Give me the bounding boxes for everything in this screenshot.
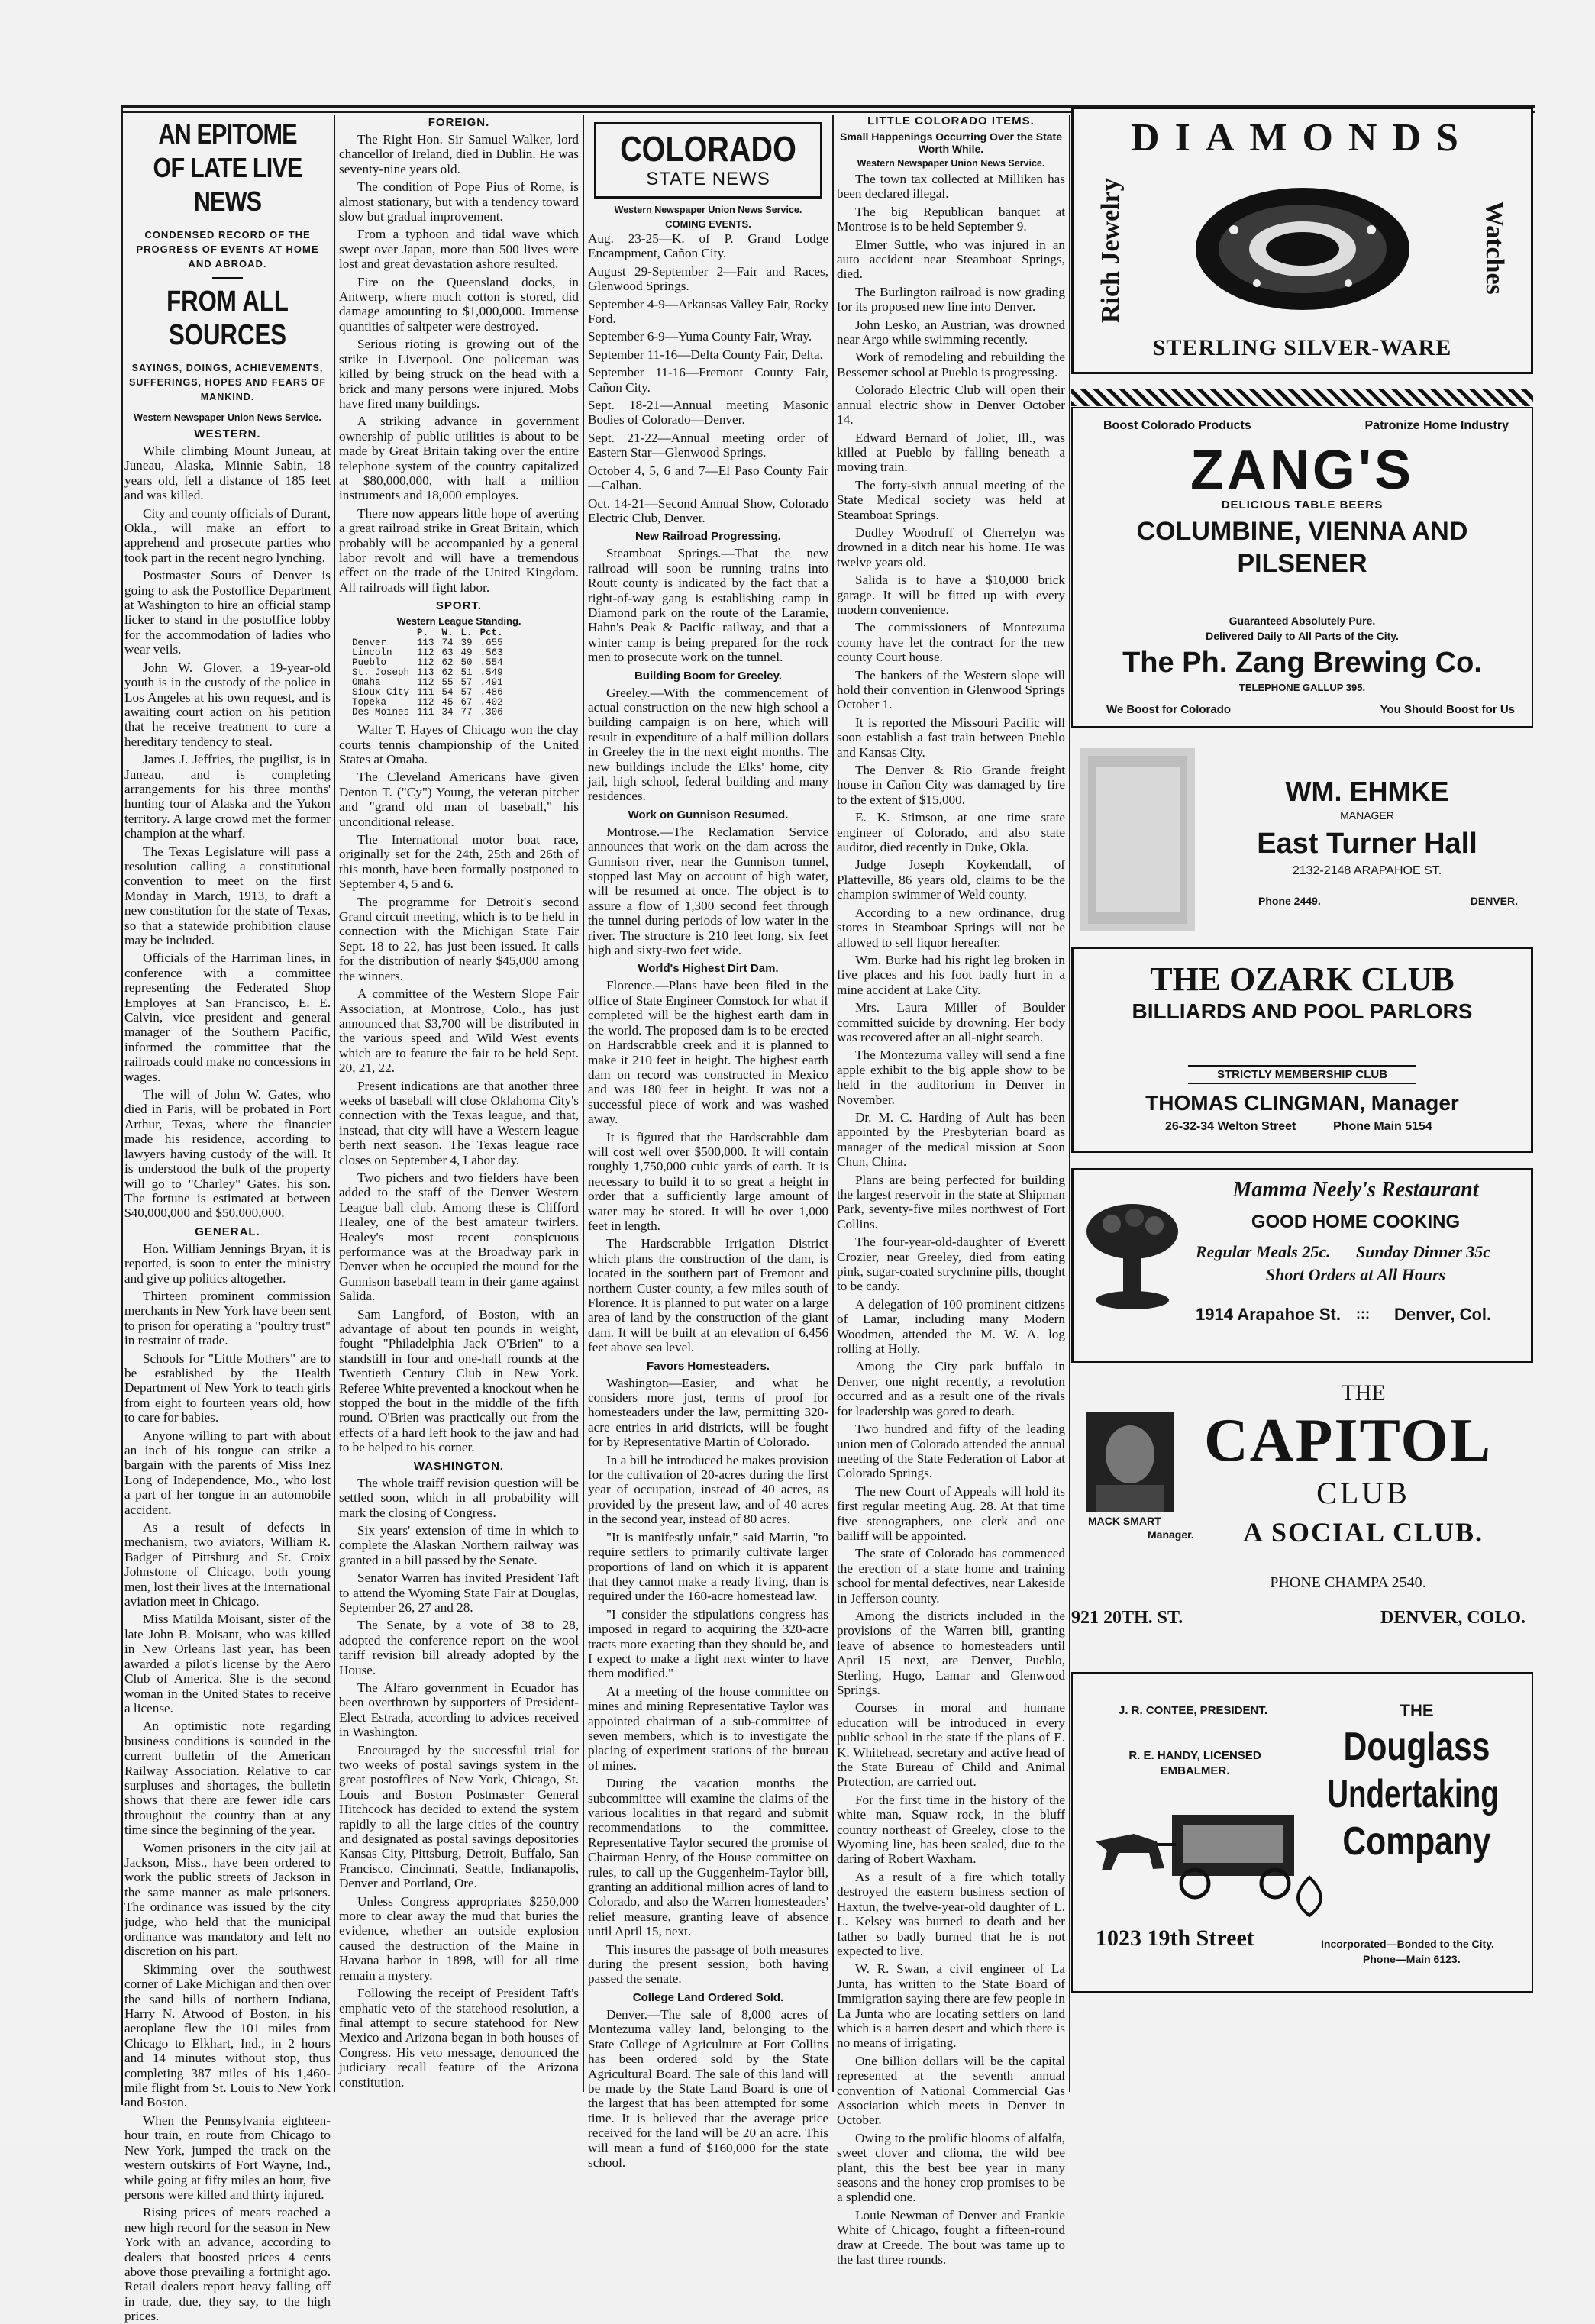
table-cell: 111 bbox=[417, 707, 434, 718]
paragraph: A delegation of 100 prominent citizens of Lamar, including many Modern Woodmen, attended the M. W. A. log rolling at Holly. bbox=[837, 1296, 1065, 1357]
column-rule bbox=[832, 115, 834, 2092]
table-cell: 62 bbox=[441, 657, 454, 669]
table-header-cell: L. bbox=[460, 628, 473, 639]
paragraph: At a meeting of the house committee on mines and mining Representative Taylor was appointed chairman of a sub-committee of seven members, which is to investigate the placing of experiment stations of the bureau of mines. bbox=[588, 1683, 828, 1773]
dam-paragraphs bbox=[588, 978, 828, 1354]
paragraph: One billion dollars will be the capital represented at the seventh annual convention of National Commercial Gas Association which meets in Denver in October. bbox=[837, 2053, 1065, 2128]
table-cell: .491 bbox=[479, 677, 503, 689]
general-paragraphs bbox=[124, 1241, 331, 2324]
capitol-club-ad bbox=[1071, 1374, 1533, 1634]
paragraph: Anyone willing to part with about an inch of his tongue can strike a bargain with the parents of Miss Inez Long of Independence, Mo., who lost a part of her tongue in an automobile accident. bbox=[124, 1428, 331, 1517]
table-cell: 112 bbox=[417, 647, 434, 659]
capitol-name: CAPITOL bbox=[1203, 1407, 1493, 1474]
paragraph: The International motor boat race, originally set for the 24th, 25th and 26th of this month, have been formally postponed to September 4, 5 and 6. bbox=[339, 832, 579, 892]
paragraph: Among the City park buffalo in Denver, one night recently, a revolution occurred and as a result one of the rivals for leadership was gored to death. bbox=[837, 1359, 1065, 1419]
table-cell: Denver bbox=[352, 637, 387, 649]
divider bbox=[212, 277, 243, 279]
paragraph: Courses in moral and humane education will be introduced in every public school in the state if the plans of E. K. Whitehead, secretary and active head of the State Bureau of Child and Animal Protection, are carried out. bbox=[837, 1700, 1065, 1790]
paragraph: The Denver & Rio Grande freight house in Cañon City was damaged by fire to the extent of $15,000. bbox=[837, 763, 1065, 807]
headline-from-all-sources: FROM ALL SOURCES bbox=[166, 286, 289, 351]
diamonds-ad bbox=[1071, 107, 1533, 374]
paragraph: Louie Newman of Denver and Frankie White of Chicago, fought a fifteen-round draw at Creede. The bout was tame up to the last three rounds. bbox=[837, 2207, 1065, 2268]
table-cell: 77 bbox=[460, 707, 473, 718]
paragraph: City and county officials of Durant, Okla., will make an effort to apprehend and prosecute parties who took part in the recent negro lynching. bbox=[124, 505, 331, 565]
ehmke-name: WM. EHMKE bbox=[1285, 776, 1449, 807]
column-1 bbox=[124, 115, 331, 2324]
colorado-state-news-box bbox=[594, 122, 822, 199]
paragraph: The Alfaro government in Ecuador has been overthrown by supporters of President-Elect Estrada, according to advices received in Washington. bbox=[339, 1680, 579, 1740]
section-sport: SPORT. bbox=[435, 599, 483, 613]
paragraph: Elmer Suttle, who was injured in an auto accident near Steamboat Springs, died. bbox=[837, 237, 1065, 282]
paragraph: Encouraged by the successful trial for two weeks of postal savings system in the great postoffices of New York, Chicago, St. Louis and Boston Postmaster General Hitchcock has decided to extend the system rapidly to all the large cities of the country and designated as postal savings depositories Kansas City, Pittsburg, Detroit, Buffalo, San Francisco, Cincinnati, Seattle, Indianapolis, Denver and Portland, Ore. bbox=[339, 1742, 579, 1891]
colorado-title: COLORADO bbox=[620, 129, 796, 169]
paragraph: Montrose.—The Reclamation Service announces that work on the dam across the Gunnison river, near the Gunnison tunnel, stopped last May on account of high water, will be resumed at once. The object is to assure a flow of 1,300 second feet through the tunnel during periods of low water in the river. The structure is 210 feet long, six feet high and sixty-two feet wide. bbox=[588, 824, 828, 958]
paragraph: September 11-16—Fremont County Fair, Cañon City. bbox=[588, 365, 828, 395]
ozark-club-name: THE OZARK CLUB bbox=[1150, 960, 1455, 998]
neely-city: Denver, Col. bbox=[1394, 1305, 1492, 1324]
little-colorado-head: LITTLE COLORADO ITEMS. bbox=[867, 115, 1035, 127]
hearse-illustration bbox=[1088, 1788, 1309, 1903]
table-cell: .549 bbox=[479, 667, 503, 679]
news-credit: Western Newspaper Union News Service. bbox=[134, 412, 321, 423]
state-news-title: STATE NEWS bbox=[646, 169, 770, 189]
zang-brewing-company: The Ph. Zang Brewing Co. bbox=[1122, 647, 1482, 679]
billiards-pool: BILLIARDS AND POOL PARLORS bbox=[1132, 999, 1473, 1023]
paragraph: The state of Colorado has commenced the erection of a state home and training school for mental defectives, near Lakeside in Jefferson county. bbox=[837, 1546, 1065, 1606]
paragraph: The forty-sixth annual meeting of the State Medical society was held at Steamboat Springs. bbox=[837, 477, 1065, 522]
ornament-icon bbox=[1287, 1874, 1332, 1919]
table-header-cell: P. bbox=[417, 628, 429, 639]
table-cell: 111 bbox=[417, 687, 434, 699]
boost-colorado-products: Boost Colorado Products bbox=[1103, 419, 1251, 432]
washington-paragraphs bbox=[339, 1476, 579, 2090]
neelys-restaurant-ad bbox=[1071, 1168, 1533, 1363]
gunnison-paragraphs bbox=[588, 825, 828, 958]
paragraph: Dudley Woodruff of Cherrelyn was drowned in a ditch near his home. He was twelve years old. bbox=[837, 525, 1065, 570]
western-league-standing-table bbox=[348, 628, 507, 718]
little-colorado-deck: Small Happenings Occurring Over the State Worth While. bbox=[840, 131, 1062, 155]
douglass-undertaking-ad bbox=[1071, 1672, 1533, 1993]
paragraph: Oct. 14-21—Second Annual Show, Colorado Electric Club, Denver. bbox=[588, 495, 828, 525]
western-paragraphs bbox=[124, 444, 331, 1221]
hall-phone: Phone 2449. bbox=[1258, 895, 1321, 907]
paragraph: A committee of the Western Slope Fair Association, at Montrose, Colo., has just announced that $3,700 will be distributed in the various speed and Wild West events which are to feature the fair to be held Sept. 20, 21, 22. bbox=[339, 986, 579, 1076]
douglass-the: THE bbox=[1400, 1701, 1434, 1720]
paragraph: Officials of the Harriman lines, in conference with a committee representing the Federated Shop Employes at San Francisco, E. E. Calvin, vice president and general manager of the Southern Pacific, informed the committee that the railroads could make no concessions in wages. bbox=[124, 951, 331, 1084]
paragraph: A striking advance in government ownership of public utilities is about to be made by Great Britain taking over the entire telephone system of the country capitalized at $80,000,000, with half a million instruments and 18,000 employes. bbox=[339, 414, 579, 503]
table-cell: 57 bbox=[460, 687, 473, 699]
paragraph: Steamboat Springs.—That the new railroad will soon be running trains into Routt county is indicated by the fact that a right-of-way gang is establishing camp in Diamond park on the route of the Laramie, Hahn's Peak & Pacific railway, and that a winter camp is being prepared for the rock men to prosecute work on the tunnel. bbox=[588, 546, 828, 665]
paragraph: Mrs. Laura Miller of Boulder committed suicide by drowning. Her body was recovered after an all-night search. bbox=[837, 1000, 1065, 1044]
undertaking-name: Undertaking bbox=[1327, 1772, 1499, 1816]
paragraph: Serious rioting is growing out of the strike in Liverpool. One policeman was killed by being struck on the head with a brick and many persons were injured. Mobs have fired many buildings. bbox=[339, 337, 579, 411]
table-cell: Pueblo bbox=[352, 657, 387, 669]
east-turner-hall: East Turner Hall bbox=[1257, 828, 1477, 860]
neelys-name: Mamma Neely's Restaurant bbox=[1232, 1178, 1479, 1202]
table-cell: 112 bbox=[417, 657, 434, 669]
paragraph: The condition of Pope Pius of Rome, is almost stationary, but with a tendency toward slow but gradual improvement. bbox=[339, 179, 579, 224]
table-cell: Lincoln bbox=[352, 647, 392, 659]
paragraph: Hon. William Jennings Bryan, it is reported, is soon to enter the ministry and give up politics altogether. bbox=[124, 1241, 331, 1286]
paragraph: The commissioners of Montezuma county have let the contract for the new county Court house. bbox=[837, 620, 1065, 665]
paragraph: Two pichers and two fielders have been added to the staff of the Denver Western League ball club. Among these is Clifford Healey, one of the best amateur twirlers. Healey's most recent conspicuous performance was at the Broadway park in Denver when he occupied the mound for the Gunnison baseball team in their game against Salida. bbox=[339, 1170, 579, 1304]
neely-address: 1914 Arapahoe St. bbox=[1196, 1305, 1341, 1324]
paragraph: It is figured that the Hardscrabble dam will cost well over $500,000. It will contain roughly 1,750,000 cubic yards of earth. It is necessary to build it to so great a height in order that a sufficiently large amount of water may be stored. It will be over 1,000 feet in length. bbox=[588, 1129, 828, 1233]
table-cell: 67 bbox=[460, 697, 473, 708]
table-cell: 49 bbox=[460, 647, 473, 659]
paragraph: Miss Matilda Moisant, sister of the late John B. Moisant, who was killed in New Orleans last year, has been awarded a pilot's license by the Aero Club of America. She is the second woman in the United States to receive a license. bbox=[124, 1612, 331, 1716]
sport-paragraphs bbox=[339, 722, 579, 1455]
paragraph: The Cleveland Americans have given Denton T. ("Cy") Young, the veteran pitcher and "grand old man of baseball," his unconditional release. bbox=[339, 770, 579, 829]
ehmke-ad bbox=[1071, 733, 1533, 939]
table-cell: .563 bbox=[479, 647, 503, 659]
regular-meals: Regular Meals 25c. bbox=[1196, 1242, 1331, 1261]
table-cell: Topeka bbox=[352, 697, 387, 708]
capitol-the: THE bbox=[1341, 1380, 1386, 1406]
paragraph: Schools for "Little Mothers" are to be established by the Health Department of New York to teach girls from eight to fourteen years old, how to care for babies. bbox=[124, 1351, 331, 1425]
diamonds-title: DIAMONDS bbox=[1131, 116, 1474, 160]
paragraph: Among the districts included in the provisions of the Warren bill, granting leave of absence to homesteaders until April 15 next, are Denver, Pueblo, Sterling, Hugo, Lamar and Glenwood Springs. bbox=[837, 1608, 1065, 1697]
paragraph: As a result of defects in mechanism, two aviators, William R. Badger of Pittsburg and St. Croix Johnstone of Chicago, both young men, lost their lives at the International aviation meet in Chicago. bbox=[124, 1520, 331, 1609]
paragraph: There now appears little hope of averting a great railroad strike in Great Britain, which probably will be accompanied by a general labor revolt and will have a tremendous effect on the trade of the United Kingdom. All railroads will fight labor. bbox=[339, 505, 579, 595]
section-washington: WASHINGTON. bbox=[413, 1459, 505, 1473]
paragraph: The Senate, by a vote of 38 to 28, adopted the conference report on the wool tariff revision bill already adopted by the House. bbox=[339, 1618, 579, 1677]
column-rule bbox=[583, 115, 584, 2092]
paragraph: Sam Langford, of Boston, with an advantage of about ten pounds in weight, fought "Philadelphia Jack O'Brien" to a standstill in four and one-half rounds at the Twentieth Century Club in New York. Referee White prevented a knockout when he stopped the bout in the middle of the fifth round. O'Brien was practically out from the effects of a hard left hook to the jaw and had to be helped to his corner. bbox=[339, 1306, 579, 1455]
paragraph: Present indications are that another three weeks of baseball will close Oklahoma City's connection with the Texas league, and that, instead, that city will have a Western league berth next season. The Texas league race closes on September 4, Labor day. bbox=[339, 1078, 579, 1167]
paragraph: Fire on the Queensland docks, in Antwerp, where much cotton is stored, did damage amounting to $1,000,000. Immense quantities of saltpeter were destroyed. bbox=[339, 274, 579, 334]
a-social-club: A SOCIAL CLUB. bbox=[1242, 1517, 1484, 1548]
paragraph: During the vacation months the subcommittee will examine the claims of the various localities in that regard and submit recommendations to the committee. Representative Taylor secured the promise of Chairman Henry, of the House committee on rules, to call up the Guggenheim-Taylor bill, granting an additional million acres of land to Colorado, and also the Warren homesteaders' relief measure, granting leave of absence until April 15, next. bbox=[588, 1776, 828, 1939]
paragraph: Thirteen prominent commission merchants in New York have been sent to prison for operating a "poultry trust" in restraint of trade. bbox=[124, 1288, 331, 1348]
incorporated-bonded: Incorporated—Bonded to the City. bbox=[1321, 1938, 1494, 1950]
manager-label: Manager. bbox=[1148, 1528, 1194, 1541]
beer-varieties: COLUMBINE, VIENNA AND PILSENER bbox=[1136, 517, 1468, 578]
table-cell: .486 bbox=[479, 687, 503, 699]
zangs-ad bbox=[1071, 407, 1533, 728]
gunnison-head: Work on Gunnison Resumed. bbox=[628, 808, 789, 821]
table-cell: 74 bbox=[441, 637, 454, 649]
paragraph: Greeley.—With the commencement of actual construction on the new high school a building campaign is on here, which will result in expenditure of a half million dollars in Greeley the in the next eight months. The new buildings include the Elks' home, city jail, high school, federal building and many residences. bbox=[588, 685, 828, 804]
paragraph: John Lesko, an Austrian, was drowned near Argo while swimming recently. bbox=[837, 317, 1065, 347]
table-header-cell: Pct. bbox=[479, 628, 503, 639]
telephone-gallup: TELEPHONE GALLUP 395. bbox=[1238, 682, 1366, 693]
table-cell: 54 bbox=[441, 687, 454, 699]
hall-city: DENVER. bbox=[1470, 895, 1518, 907]
paragraph: While climbing Mount Juneau, at Juneau, Alaska, Minnie Sabin, 18 years old, fell a distance of 185 feet and was killed. bbox=[124, 444, 331, 503]
short-orders: Short Orders at All Hours bbox=[1265, 1265, 1446, 1284]
paragraph: The big Republican banquet at Montrose is to be held September 9. bbox=[837, 204, 1065, 234]
strictly-membership: STRICTLY MEMBERSHIP CLUB bbox=[1188, 1065, 1416, 1084]
paragraph: Walter T. Hayes of Chicago won the clay courts tennis championship of the United States at Omaha. bbox=[339, 722, 579, 767]
dam-head: World's Highest Dirt Dam. bbox=[638, 962, 779, 976]
table-cell: 113 bbox=[417, 667, 434, 679]
paragraph: Owing to the prolific blooms of alfalfa, sweet clover and clioma, the wild bee plant, this the best bee year in many seasons and the honey crop promises to be a splendid one. bbox=[837, 2130, 1065, 2205]
douglass-address: 1023 19th Street bbox=[1096, 1925, 1254, 1951]
homesteaders-paragraphs bbox=[588, 1376, 828, 1987]
paragraph: The Hardscrabble Irrigation District which plans the construction of the dam, is located in the southern part of Fremont and northern Custer county, a few miles south of Florence. It is planned to put water on a large area of land by the construction of the giant dam. It will be built at an elevation of 6,456 feet above sea level. bbox=[588, 1236, 828, 1355]
paragraph: It is reported the Missouri Pacific will soon establish a fast train between Pueblo and Kansas City. bbox=[837, 715, 1065, 760]
paragraph: August 29-September 2—Fair and Races, Glenwood Springs. bbox=[588, 263, 828, 294]
paragraph: James J. Jeffries, the pugilist, is in Juneau, and is completing arrangements for his three months' hunting tour of Alaska and the Yukon territory. A large crowd met the former champion at the wharf. bbox=[124, 752, 331, 841]
paragraph: John W. Glover, a 19-year-old youth is in the custody of the police in Los Angeles at his own request, and is awaiting court action on his petition that he receive treatment to cure a hereditary tendency to steal. bbox=[124, 660, 331, 749]
ozark-phone: Phone Main 5154 bbox=[1333, 1120, 1432, 1133]
paragraph: The Burlington railroad is now grading for its proposed new line into Denver. bbox=[837, 284, 1065, 315]
table-cell: Des Moines bbox=[352, 707, 410, 718]
news-credit: Western Newspaper Union News Service. bbox=[614, 205, 802, 215]
rich-jewelry-label: Rich Jewelry bbox=[1096, 178, 1125, 323]
table-cell: 45 bbox=[441, 697, 454, 708]
table-cell: 62 bbox=[441, 667, 454, 679]
column-2 bbox=[339, 115, 579, 2115]
column-4 bbox=[837, 115, 1065, 2268]
paragraph: Judge Joseph Koykendall, of Platteville, 86 years old, claims to be the champion swimmer of Weld county. bbox=[837, 857, 1065, 902]
paragraph: From a typhoon and tidal wave which swept over Japan, more than 500 lives were lost and great devastation ashore resulted. bbox=[339, 227, 579, 272]
table-cell: 113 bbox=[417, 637, 434, 649]
capitol-club-word: CLUB bbox=[1316, 1476, 1410, 1510]
table-cell: 57 bbox=[460, 677, 473, 689]
college-paragraphs bbox=[588, 2007, 828, 2170]
table-cell: 55 bbox=[441, 677, 454, 689]
you-should-boost: You Should Boost for Us bbox=[1380, 703, 1515, 716]
paragraph: Following the receipt of President Taft's emphatic veto of the statehood resolution, a final attempt to secure statehood for New Mexico and Arizona began in both houses of Congress. His veto message, denounced the judiciary recall feature of the Arizona constitution. bbox=[339, 1986, 579, 2090]
paragraph: In a bill he introduced he makes provision for the cultivation of 20-acres during the first year of occupation, instead of 40 acres, as provided by the present law, and of 40 acres in the second year, instead of 80 acres. bbox=[588, 1452, 828, 1527]
table-row bbox=[348, 708, 507, 718]
paragraph: The new Court of Appeals will hold its first regular meeting Aug. 28. At that time five stenographers, one clerk and one bailiff will be appointed. bbox=[837, 1483, 1065, 1543]
handy-embalmer: R. E. HANDY, LICENSED EMBALMER. bbox=[1128, 1749, 1261, 1777]
paragraph: Dr. M. C. Harding of Ault has been appointed by the Presbyterian board as manager of the medical mission at Soon Chun, China. bbox=[837, 1109, 1065, 1170]
paragraph: The town tax collected at Milliken has been declared illegal. bbox=[837, 172, 1065, 202]
paragraph: When the Pennsylvania eighteen-hour train, en route from Chicago to New York, jumped the track on the western outskirts of Fort Wayne, Ind., while going at fifty miles an hour, five persons were killed and thirty injured. bbox=[124, 2113, 331, 2202]
table-cell: St. Joseph bbox=[352, 667, 410, 679]
table-cell: 112 bbox=[417, 677, 434, 689]
paragraph: Aug. 23-25—K. of P. Grand Lodge Encampment, Cañon City. bbox=[588, 231, 828, 261]
paragraph: Plans are being perfected for building the largest reservoir in the state at Shipman Park, seventy-five miles northwest of Fort Collins. bbox=[837, 1172, 1065, 1231]
paragraph: Six years' extension of time in which to complete the Alaskan Northern railway was granted in a bill passed by the Senate. bbox=[339, 1522, 579, 1567]
hall-address: 2132-2148 ARAPAHOE ST. bbox=[1292, 864, 1442, 877]
table-cell: .655 bbox=[479, 637, 503, 649]
douglass-name: Douglass bbox=[1343, 1725, 1490, 1769]
homesteaders-head: Favors Homesteaders. bbox=[647, 1359, 770, 1373]
capitol-phone: PHONE CHAMPA 2540. bbox=[1270, 1574, 1426, 1591]
paragraph: Unless Congress appropriates $250,000 more to clear away the mud that buries the evidence, whether an outside explosion caused the destruction of the Maine in Havana harbor in 1898, will for all time remain a mystery. bbox=[339, 1893, 579, 1983]
column-rule bbox=[1069, 115, 1070, 2092]
paragraph: The Texas Legislature will pass a resolution calling a constitutional convention to meet on the first Monday in March, 1913, to draft a new constitution for the state of Texas, so that a statewide prohibition clause may be included. bbox=[124, 844, 331, 947]
paragraph: October 4, 5, 6 and 7—El Paso County Fair—Calhan. bbox=[588, 463, 828, 493]
railroad-paragraphs bbox=[588, 546, 828, 664]
coming-events-list bbox=[588, 231, 828, 525]
table-cell: 34 bbox=[441, 707, 454, 718]
railroad-head: New Railroad Progressing. bbox=[635, 530, 781, 544]
paragraph: Colorado Electric Club will open their annual electric show in Denver October 14. bbox=[837, 382, 1065, 428]
paragraph: The programme for Detroit's second Grand circuit meeting, which is to be held in connection with the Michigan State Fair Sept. 18 to 22, has just been issued. It calls for the distribution of nearly $45,000 among the winners. bbox=[339, 894, 579, 983]
ozark-manager: THOMAS CLINGMAN, Manager bbox=[1145, 1091, 1459, 1115]
left-rule bbox=[121, 105, 123, 2105]
paragraph: Senator Warren has invited President Taft to attend the Wyoming State Fair at Douglas, September 26, 27 and 28. bbox=[339, 1570, 579, 1615]
paragraph: E. K. Stimson, at one time state engineer of Colorado, and also state auditor, died recently in Duke, Okla. bbox=[837, 810, 1065, 855]
column-rule bbox=[334, 115, 335, 2092]
foreign-paragraphs bbox=[339, 132, 579, 595]
table-cell: .306 bbox=[479, 707, 503, 718]
mack-smart: MACK SMART bbox=[1088, 1515, 1161, 1527]
ozark-club-ad bbox=[1071, 947, 1533, 1153]
watches-label: Watches bbox=[1480, 201, 1509, 295]
fruit-bowl-illustration bbox=[1081, 1201, 1184, 1315]
capitol-address: 921 20TH. ST. bbox=[1071, 1608, 1183, 1628]
standing-title: Western League Standing. bbox=[396, 615, 521, 628]
paragraph: Postmaster Sours of Denver is going to ask the Postoffice Department at Washington to hire an official stamp licker to stand in the postoffice lobby for the accommodation of ladies who wear veils. bbox=[124, 568, 331, 657]
we-boost: We Boost for Colorado bbox=[1106, 703, 1232, 716]
zigzag-border bbox=[1071, 389, 1533, 406]
deck-condensed: CONDENSED RECORD OF THE PROGRESS OF EVENTS AT HOME AND ABROAD. bbox=[136, 229, 319, 270]
paragraph: The four-year-old-daughter of Everett Crozier, near Greeley, died from eating pink, sugar-coated strychnine pills, thought to be candy. bbox=[837, 1235, 1065, 1294]
paragraph: The whole traiff revision question will be settled soon, which in all probability will mark the closing of Congress. bbox=[339, 1475, 579, 1520]
paragraph: September 4-9—Arkansas Valley Fair, Rocky Ford. bbox=[588, 296, 828, 327]
paragraph: Rising prices of meats reached a new high record for the season in New York with an advance, according to dealers that boosted prices 4 cents above those prevailing a fortnight ago. Retail dealers report heavy falling off in trade, due, they say, to the high prices. bbox=[124, 2205, 331, 2324]
paragraph: Women prisoners in the city jail at Jackson, Miss., have been ordered to work the public streets of Jackson in the same manner as male prisoners. The ordinance was issued by the city judge, who held that the municipal ordinance was mandatory and left no discretion on his part. bbox=[124, 1840, 331, 1959]
table-cell: 39 bbox=[460, 637, 473, 649]
good-home-cooking: GOOD HOME COOKING bbox=[1251, 1212, 1461, 1232]
company-name: Company bbox=[1342, 1819, 1491, 1864]
table-cell: 112 bbox=[417, 697, 434, 708]
portrait-photo bbox=[1080, 748, 1195, 931]
table-cell: 63 bbox=[441, 647, 454, 659]
paragraph: Salida is to have a $10,000 brick garage. It will be fitted up with every modern convenience. bbox=[837, 573, 1065, 617]
guaranteed-pure: Guaranteed Absolutely Pure. bbox=[1229, 615, 1376, 627]
zangs-name: ZANG'S bbox=[1190, 440, 1415, 501]
contee-president: J. R. CONTEE, PRESIDENT. bbox=[1119, 1704, 1268, 1717]
paragraph: Work of remodeling and rebuilding the Bessemer school at Pueblo is progressing. bbox=[837, 350, 1065, 379]
ehmke-role: MANAGER bbox=[1340, 809, 1394, 821]
table-cell: .554 bbox=[479, 657, 503, 669]
greeley-head: Building Boom for Greeley. bbox=[634, 669, 783, 683]
douglass-phone: Phone—Main 6123. bbox=[1363, 1953, 1461, 1965]
table-cell: 50 bbox=[460, 657, 473, 669]
paragraph: "I consider the stipulations congress has imposed in regard to acquiring the 320-acre tracts more exacting than they should be, and I expect to make a fight next winter to have them modified." bbox=[588, 1606, 828, 1681]
paragraph: The Right Hon. Sir Samuel Walker, lord chancellor of Ireland, died in Dublin. He was seventy-nine years old. bbox=[339, 132, 579, 176]
headline-epitome: AN EPITOME OF LATE LIVE NEWS bbox=[153, 118, 302, 217]
paragraph: Washington—Easier, and what he considers more just, terms of proof for homesteaders under the law, permitting 320-acre entries in arid districts, will be fought for by Representative Martin of Colorado. bbox=[588, 1375, 828, 1450]
table-cell: Omaha bbox=[352, 677, 381, 689]
section-general: GENERAL. bbox=[195, 1225, 260, 1238]
table-cell: 51 bbox=[460, 667, 473, 679]
sunday-dinner: Sunday Dinner 35c bbox=[1356, 1242, 1491, 1261]
little-items-paragraphs bbox=[837, 172, 1065, 2267]
paragraph: "It is manifestly unfair," said Martin, "to require settlers to primarily cultivate larger proportions of land on which it is apparent that they cannot make a ready living, than is required under the 160-acre homestead law. bbox=[588, 1529, 828, 1604]
paragraph: This insures the passage of both measures during the present session, both having passed the senate. bbox=[588, 1942, 828, 1987]
table-cell: Sioux City bbox=[352, 687, 410, 699]
manager-portrait bbox=[1086, 1412, 1174, 1512]
greeley-paragraphs bbox=[588, 686, 828, 804]
paragraph: Two hundred and fifty of the leading union men of Colorado attended the annual meeting of the State Federation of Labor at Colorado Springs. bbox=[837, 1422, 1065, 1481]
patronize-home-industry: Patronize Home Industry bbox=[1364, 419, 1509, 432]
column-3 bbox=[588, 115, 828, 2170]
delicious-table-beers: DELICIOUS TABLE BEERS bbox=[1221, 499, 1384, 512]
delivered-daily: Delivered Daily to All Parts of the City. bbox=[1206, 630, 1399, 642]
paragraph: Denver.—The sale of 8,000 acres of Montezuma valley land, belonging to the State College of Agriculture at Fort Collins has been ordered sold by the State Agricultural Board. The sale of this land will be made by the State Land Board is one of the largest that has been attempted for some time. It is believed that the average price received for the land will be 20 an acre. This will mean a fund of $160,000 for the state school. bbox=[588, 2006, 828, 2170]
paragraph: Edward Bernard of Joliet, Ill., was killed at Pueblo by falling beneath a moving train. bbox=[837, 430, 1065, 475]
table-header-cell: W. bbox=[441, 628, 454, 639]
paragraph: An optimistic note regarding business conditions is sounded in the current bulletin of the American Railway Association. Relative to car surpluses and shortages, the bulletin shows that there are fewer idle cars throughout the country than at any time since the beginning of the year. bbox=[124, 1719, 331, 1838]
paragraph: W. R. Swan, a civil engineer of La Junta, has written to the State Board of Immigration saying there are few people in La Junta who are locating settlers on land which is a barren desert and which there is no means of irrigating. bbox=[837, 1961, 1065, 2051]
paragraph: According to a new ordinance, drug stores in Steamboat Springs will not be allowed to sell liquor hereafter. bbox=[837, 905, 1065, 950]
ozark-address: 26-32-34 Welton Street bbox=[1165, 1120, 1296, 1133]
sterling-silverware: STERLING SILVER-WARE bbox=[1152, 335, 1452, 360]
address-separator: ::: bbox=[1356, 1306, 1370, 1322]
capitol-city: DENVER, COLO. bbox=[1380, 1608, 1526, 1628]
college-head: College Land Ordered Sold. bbox=[632, 1990, 784, 2004]
paragraph: September 6-9—Yuma County Fair, Wray. bbox=[588, 329, 812, 344]
jewelry-illustration bbox=[1188, 176, 1417, 314]
paragraph: The Montezuma valley will send a fine apple exhibit to the big apple show to be held in the auditorium in Denver in November. bbox=[837, 1047, 1065, 1107]
paragraph: Florence.—Plans have been filed in the office of State Engineer Comstock for what if completed will be the highest earth dam in the world. The proposed dam is to be erected on Hardscrabble creek and it is planned to make it 210 feet in height. The highest earth dam on record was constructed in Mexico and was 180 feet in height. It was not a successful piece of work and was washed away. bbox=[588, 978, 828, 1127]
paragraph: The bankers of the Western slope will hold their convention in Glenwood Springs October 1. bbox=[837, 667, 1065, 712]
section-western: WESTERN. bbox=[194, 428, 261, 441]
paragraph: Sept. 18-21—Annual meeting Masonic Bodies of Colorado—Denver. bbox=[588, 398, 828, 428]
coming-events-head: COMING EVENTS. bbox=[665, 218, 751, 230]
table-cell: .402 bbox=[479, 697, 503, 708]
paragraph: September 11-16—Delta County Fair, Delta. bbox=[588, 347, 823, 362]
paragraph: Skimming over the southwest corner of Lake Michigan and then over the sand hills of northern Indiana, Harry N. Atwood of Boston, in his aeroplane flew the 101 miles from Chicago to Elkhart, Ind., in 2 hours and 14 minutes without stop, thus completing 387 miles of his 1,460-mile flight from St. Louis to New York and Boston. bbox=[124, 1961, 331, 2110]
paragraph: The will of John W. Gates, who died in Paris, will be probated in Port Arthur, Texas, where the financier made his residence, according to lawyers having custody of the will. It is understood the bulk of the property will go to "Charley" Gates, his son. The fortune is estimated at between $40,000,000 and $50,000,000. bbox=[124, 1087, 331, 1221]
section-foreign: FOREIGN. bbox=[428, 116, 490, 129]
paragraph: For the first time in the history of the white man, Squaw rock, in the bluff country northeast of Greeley, close to the Wyoming line, has been scaled, due to the daring of Robert Waxham. bbox=[837, 1792, 1065, 1867]
deck-sayings: SAYINGS, DOINGS, ACHIEVEMENTS, SUFFERINGS, HOPES AND FEARS OF MANKIND. bbox=[128, 363, 327, 402]
paragraph: As a result of a fire which totally destroyed the eastern business section of Haxtun, the twelve-year-old daughter of L. L. Kelsey was burned to death and her father so badly burned that he is not expected to live. bbox=[837, 1869, 1065, 1958]
news-credit: Western Newspaper Union News Service. bbox=[857, 158, 1045, 169]
paragraph: Wm. Burke had his right leg broken in five places and his foot badly hurt in a mine accident at Lake City. bbox=[837, 952, 1065, 997]
paragraph: Sept. 21-22—Annual meeting order of Eastern Star—Glenwood Springs. bbox=[588, 430, 828, 460]
